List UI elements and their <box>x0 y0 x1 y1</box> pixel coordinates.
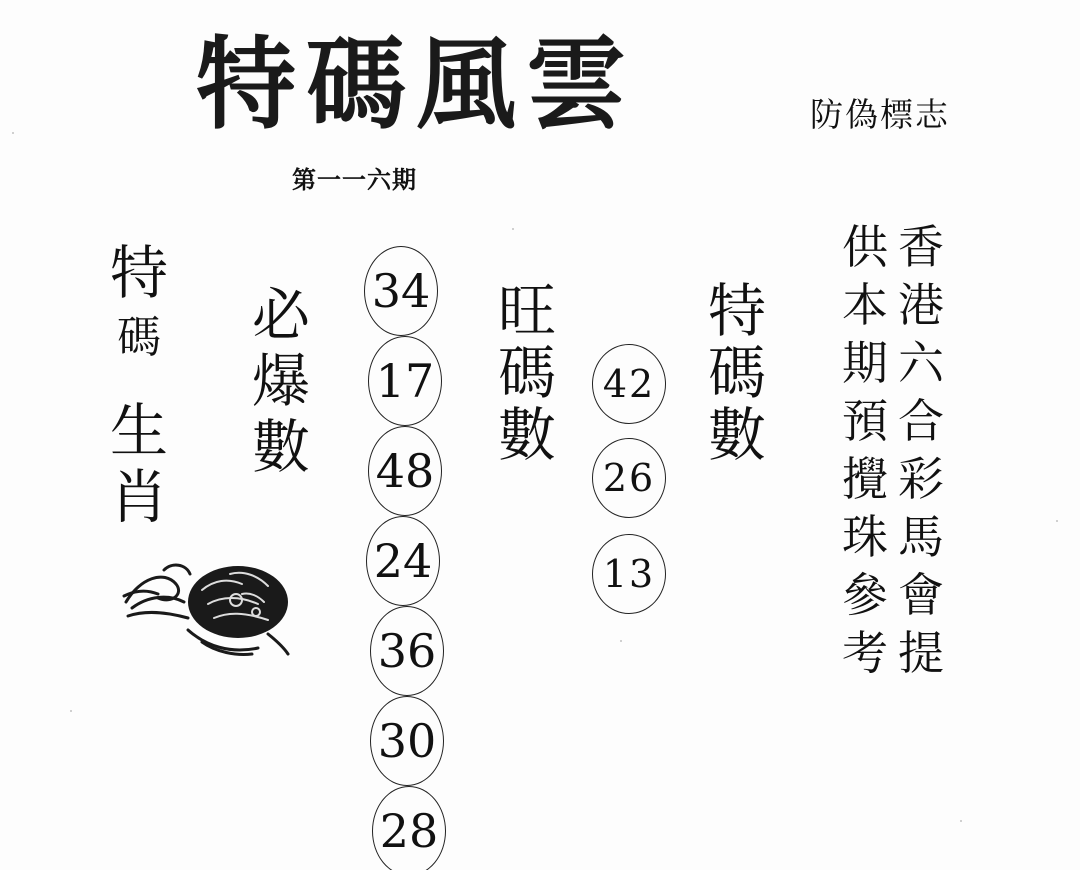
anti-counterfeit-label: 防偽標志 <box>810 95 950 134</box>
scan-speck <box>960 820 962 822</box>
notice-char: 預 <box>842 394 888 448</box>
notice-char: 供 <box>842 220 888 274</box>
notice-char: 合 <box>898 394 944 448</box>
scan-speck <box>70 710 72 712</box>
hot-number-ball: 42 <box>592 344 666 424</box>
notice-char: 馬 <box>898 510 944 564</box>
notice-char: 攪 <box>842 452 888 506</box>
must-hit-number-ball: 30 <box>370 696 444 786</box>
issue-number: 第一一六期 <box>292 165 417 194</box>
must-hit-number-ball: 36 <box>370 606 444 696</box>
notice-char: 六 <box>898 336 944 390</box>
notice-char: 港 <box>898 278 944 332</box>
horse-emblem-icon <box>118 550 298 660</box>
must-hit-number-ball: 17 <box>368 336 442 426</box>
hot-number-heading-char: 旺 <box>498 277 557 345</box>
must-hit-number-ball: 28 <box>372 786 446 870</box>
notice-char: 香 <box>898 220 944 274</box>
zodiac-heading-char: 生 <box>110 397 169 465</box>
must-hit-number-ball: 24 <box>366 516 440 606</box>
must-hit-heading-char: 必 <box>252 281 311 349</box>
hot-number-ball: 26 <box>592 438 666 518</box>
special-number-heading-char: 數 <box>708 401 767 469</box>
zodiac-heading-char: 肖 <box>110 463 169 531</box>
notice-char: 考 <box>842 626 888 680</box>
hot-number-heading-char: 數 <box>498 401 557 469</box>
must-hit-heading <box>252 281 311 484</box>
page-title: 特碼風雲 <box>196 25 636 143</box>
notice-char: 彩 <box>898 452 944 506</box>
zodiac-heading-char: 碼 <box>117 312 161 363</box>
notice-char: 本 <box>842 278 888 332</box>
special-number-heading <box>708 277 767 469</box>
must-hit-number-ball: 48 <box>368 426 442 516</box>
notice-char: 會 <box>898 568 944 622</box>
scan-speck <box>512 228 514 230</box>
hot-number-heading <box>498 277 557 469</box>
must-hit-heading-char: 數 <box>252 413 311 481</box>
zodiac-heading-char: 特 <box>110 239 169 307</box>
notice-char: 提 <box>898 626 944 680</box>
scan-speck <box>1056 520 1058 522</box>
notice-char: 期 <box>842 336 888 390</box>
scan-speck <box>12 132 14 134</box>
hot-number-heading-char: 碼 <box>498 339 557 407</box>
must-hit-number-ball: 34 <box>364 246 438 336</box>
notice-char: 參 <box>842 568 888 622</box>
must-hit-heading-char: 爆 <box>252 347 311 415</box>
special-number-heading-char: 碼 <box>708 339 767 407</box>
special-number-heading-char: 特 <box>708 277 767 345</box>
notice-char: 珠 <box>842 510 888 564</box>
source-notice <box>838 218 948 682</box>
zodiac-heading <box>110 239 169 534</box>
scan-speck <box>620 640 622 642</box>
hot-number-ball: 13 <box>592 534 666 614</box>
